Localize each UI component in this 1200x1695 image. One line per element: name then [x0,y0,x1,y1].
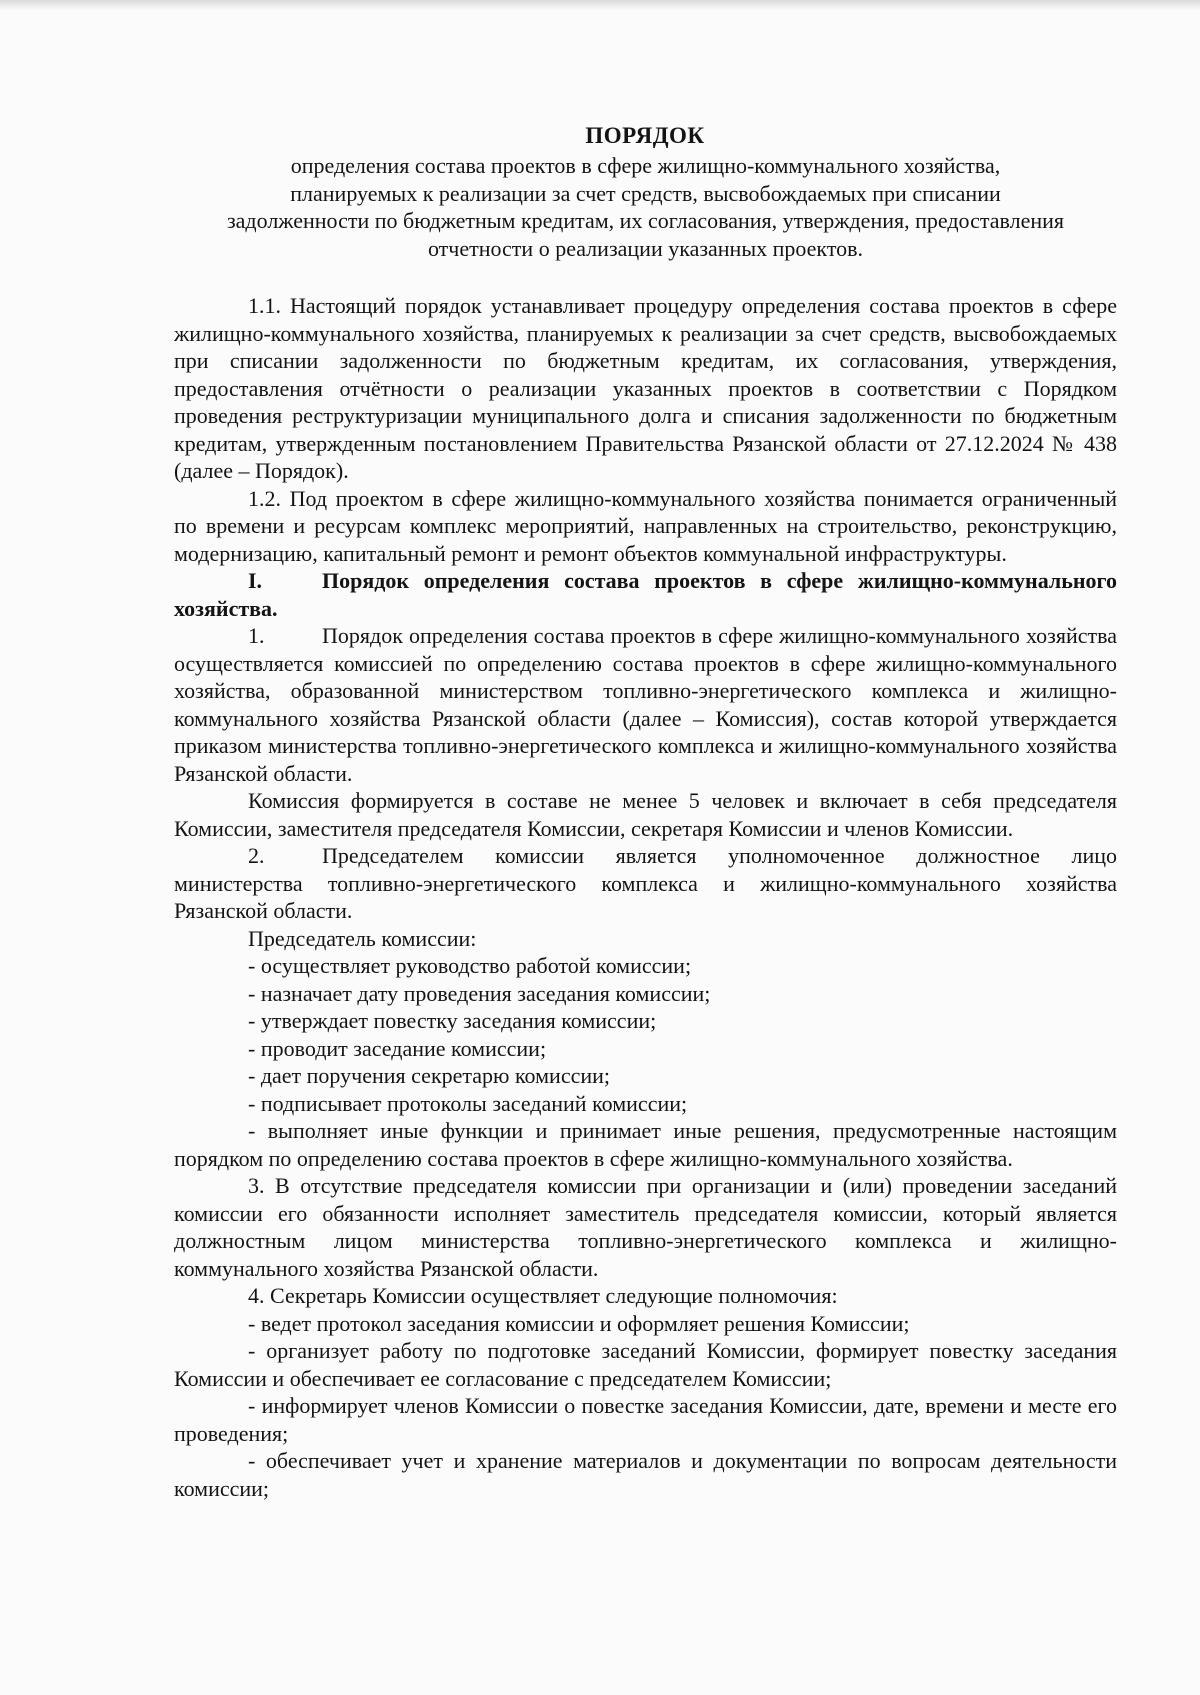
subtitle-line: задолженности по бюджетным кредитам, их согласования, утверждения, предоставления [226,208,1065,233]
list-item: - дает поручения секретарю комиссии; [248,1063,611,1088]
paragraph-4: 4. Секретарь Комиссии осуществляет следующие полномочия: [248,1283,838,1308]
paragraph-1 [174,622,1117,787]
list-item: - организует работу по подготовке заседаний Комиссии, формирует повестку заседания Комиссии и обеспечивает ее согласование с председателем Комиссии; [174,1338,1117,1391]
list-item: - подписывает протоколы заседаний комиссии; [248,1090,688,1116]
section-heading [174,567,1117,622]
paragraph-text: Председателем комиссии является уполномоченное должностное лицо министерства топливно-энергетического комплекса и жилищно-коммунального хозяйства Рязанской области. [174,843,1117,923]
document-body [174,292,1117,1502]
paragraph-number: 1. [248,623,265,648]
list-item: - проводит заседание комиссии; [248,1035,547,1061]
list-item: - выполняет иные функции и принимает иные решения, предусмотренные настоящим порядком по определению состава проектов в сфере жилищно-коммунального хозяйства. [174,1118,1117,1171]
scan-edge-shadow [0,0,1200,10]
list-item: - ведет протокол заседания комиссии и оформляет решения Комиссии; [248,1310,910,1336]
subtitle-line: определения состава проектов в сфере жилищно-коммунального хозяйства, [290,153,1001,178]
paragraph-1-1: 1.1. Настоящий порядок устанавливает процедуру определения состава проектов в сфере жилищно-коммунального хозяйства, планируемых к реализации за счет средств, высвобождаемых при списании задолженности по бюджетным кредитам, их согласования, утверждения, предоставления отчётности о реализации указанных проектов в соответствии с Порядком проведения реструктуризации муниципального долга и списания задолженности по бюджетным кредитам, утвержденным постановлением Правительства Рязанской области от 27.12.2024 № 438 (далее – Порядок). [174,293,1117,483]
subtitle-line: планируемых к реализации за счет средств, высвобождаемых при списании [290,180,1001,206]
section-title: Порядок определения состава проектов в сфере жилищно-коммунального хозяйства. [174,568,1117,621]
list-item: - информирует членов Комиссии о повестке заседания Комиссии, дате, времени и месте его проведения; [174,1393,1117,1446]
paragraph-number: 2. [248,843,265,868]
document-subtitle [173,152,1118,262]
paragraph-1-2: 1.2. Под проектом в сфере жилищно-коммунального хозяйства понимается ограниченный по времени и ресурсам комплекс мероприятий, направленных на строительство, реконструкцию, модернизацию, капитальный ремонт и ремонт объектов коммунальной инфраструктуры. [174,485,1117,566]
paragraph-3: 3. В отсутствие председателя комиссии при организации и (или) проведении заседаний комиссии его обязанности исполняет заместитель председателя комиссии, который является должностным лицом министерства топливно-энергетического комплекса и жилищно-коммунального хозяйства Рязанской области. [174,1173,1117,1281]
chair-heading: Председатель комиссии: [248,925,477,951]
paragraph-2 [174,842,1117,925]
subtitle-line: отчетности о реализации указанных проектов. [427,235,864,261]
document-title: ПОРЯДОК [585,123,705,148]
list-item: - утверждает повестку заседания комиссии; [248,1008,657,1033]
paragraph-text: Порядок определения состава проектов в сфере жилищно-коммунального хозяйства осуществляется комиссией по определению состава проектов в сфере жилищно-коммунального хозяйства, образованной министерством топливно-энергетического комплекса и жилищно-коммунального хозяйства Рязанской области (далее – Комиссия), состав которой утверждается приказом министерства топливно-энергетического комплекса и жилищно-коммунального хозяйства Рязанской области. [174,623,1117,786]
list-item: - обеспечивает учет и хранение материалов и документации по вопросам деятельности комиссии; [174,1448,1117,1501]
list-item: - назначает дату проведения заседания комиссии; [248,980,711,1006]
paragraph-commission: Комиссия формируется в составе не менее 5 человек и включает в себя председателя Комиссии, заместителя председателя Комиссии, секретаря Комиссии и членов Комиссии. [174,788,1117,841]
list-item: - осуществляет руководство работой комиссии; [248,953,692,978]
section-number: I. [248,568,263,593]
